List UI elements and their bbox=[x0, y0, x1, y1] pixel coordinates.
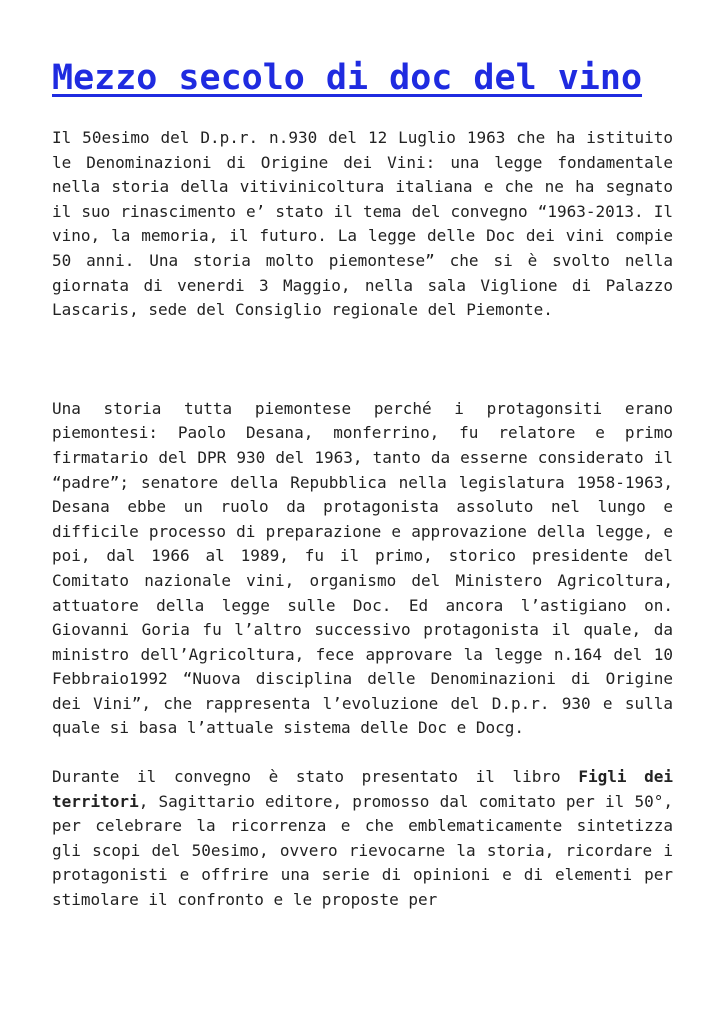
article-title bbox=[52, 52, 673, 104]
article-title-link[interactable]: Mezzo secolo di doc del vino bbox=[52, 58, 643, 98]
paragraph-1: Il 50esimo del D.p.r. n.930 del 12 Luglio 1963 che ha istituito le Denominazioni di Origine dei Vini: una legge fondamentale nella storia della vitivinicoltura italiana e che ne ha segnato il suo rinascimento e’ stato il tema del convegno “1963-2013. Il vino, la memoria, il futuro. La legge delle Doc dei vini compie 50 anni. Una storia molto piemontese” che si è svolto nella giornata di venerdi 3 Maggio, nella sala Viglione di Palazzo Lascaris, sede del Consiglio regionale del Piemonte. bbox=[52, 128, 673, 320]
paragraph-2: Una storia tutta piemontese perché i protagonsiti erano piemontesi: Paolo Desana, monferrino, fu relatore e primo firmatario del DPR 930 del 1963, tanto da esserne considerato il “padre”; senatore della Repubblica nella legislatura 1958-1963, Desana ebbe un ruolo da protagonista assoluto nel lungo e difficile processo di preparazione e approvazione della legge, e poi, dal 1966 al 1989, fu il primo, storico presidente del Comitato nazionale vini, organismo del Ministero Agricoltura, attuatore della legge sulle Doc. Ed ancora l’astigiano on. Giovanni Goria fu l’altro successivo protagonista il quale, da ministro dell’Agricoltura, fece approvare la legge n.164 del 10 Febbraio1992 “Nuova disciplina delle Denominazioni di Origine dei Vini”, che rappresenta l’evoluzione del D.p.r. 930 e sulla quale si basa l’attuale sistema delle Doc e Docg. bbox=[52, 398, 673, 738]
paragraph-3 bbox=[52, 765, 673, 913]
article bbox=[52, 52, 673, 913]
paragraph-3-text-end: , Sagittario editore, promosso dal comitato per il 50°, per celebrare la ricorrenza e che emblematicamente sintetizza gli scopi del 50esimo, ovvero rievocarne la storia, ricordare i protagonisti e offrire una serie di opinioni e di elementi per stimolare il confronto e le proposte per bbox=[52, 791, 673, 910]
book-title: Figli dei territori bbox=[52, 767, 673, 811]
paragraph-3-text-start: Durante il convegno è stato presentato il libro bbox=[52, 767, 579, 787]
paragraph-spacer bbox=[52, 323, 673, 397]
paragraph-spacer bbox=[52, 741, 673, 765]
